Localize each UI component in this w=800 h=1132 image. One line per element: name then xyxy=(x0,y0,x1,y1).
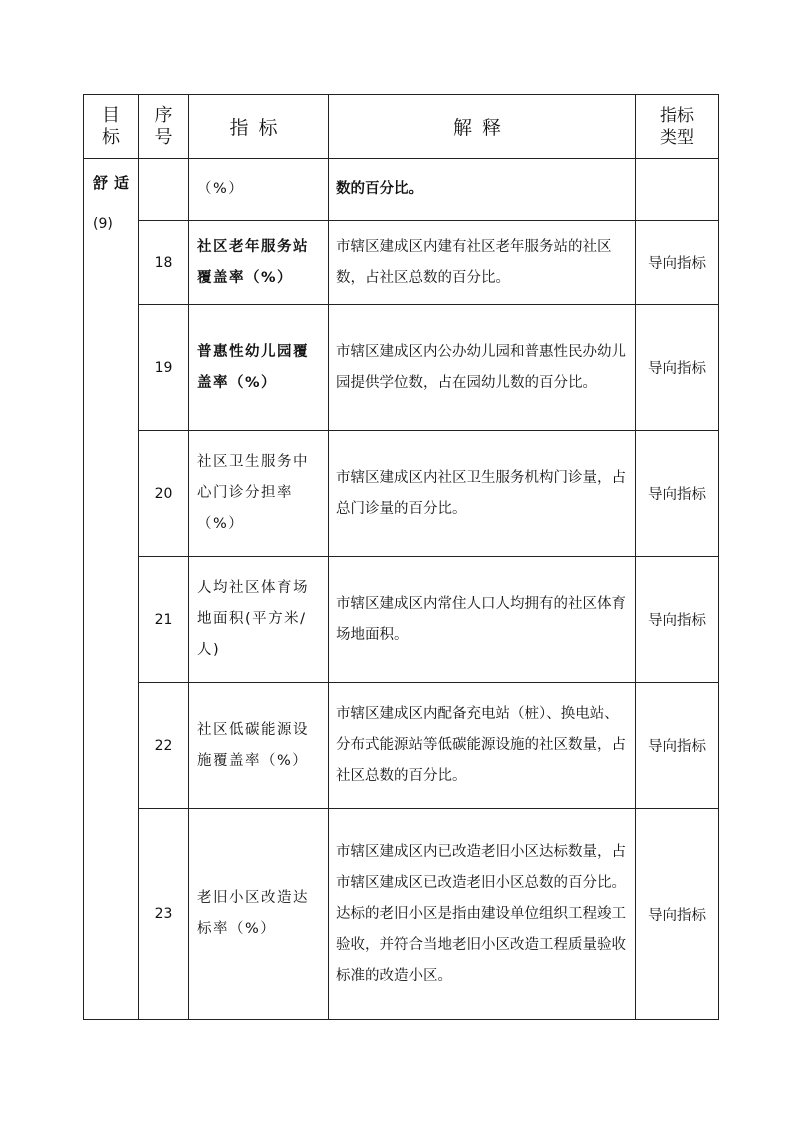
row-indicator: 社区老年服务站覆盖率（%） xyxy=(189,221,329,305)
row-explanation: 市辖区建成区内建有社区老年服务站的社区数，占社区总数的百分比。 xyxy=(329,221,636,305)
table-row xyxy=(84,305,719,431)
table-row xyxy=(84,159,719,221)
row-number: 20 xyxy=(139,431,189,557)
row-number: 18 xyxy=(139,221,189,305)
goal-name: 舒适 xyxy=(93,174,136,192)
row-explanation: 市辖区建成区内配备充电站（桩）、换电站、分布式能源站等低碳能源设施的社区数量，占社区总数的百分比。 xyxy=(329,683,636,809)
row-explanation: 市辖区建成区内社区卫生服务机构门诊量，占总门诊量的百分比。 xyxy=(329,431,636,557)
header-indicator: 指标 xyxy=(189,95,329,159)
row-type: 导向指标 xyxy=(636,431,719,557)
row-indicator: 人均社区体育场地面积(平方米/人) xyxy=(189,557,329,683)
header-goal: 目 标 xyxy=(84,95,139,159)
table-row xyxy=(84,221,719,305)
header-explanation: 解释 xyxy=(329,95,636,159)
table-row xyxy=(84,683,719,809)
row-indicator: 社区卫生服务中心门诊分担率（%） xyxy=(189,431,329,557)
row-number: 21 xyxy=(139,557,189,683)
row-number: 22 xyxy=(139,683,189,809)
row-explanation: 市辖区建成区内公办幼儿园和普惠性民办幼儿园提供学位数，占在园幼儿数的百分比。 xyxy=(329,305,636,431)
row-type: 导向指标 xyxy=(636,557,719,683)
table-header-row xyxy=(84,95,719,159)
header-number: 序 号 xyxy=(139,95,189,159)
indicator-table xyxy=(83,94,719,1020)
row-explanation: 市辖区建成区内常住人口人均拥有的社区体育场地面积。 xyxy=(329,557,636,683)
row-indicator: 老旧小区改造达标率（%） xyxy=(189,809,329,1020)
row-type: 导向指标 xyxy=(636,683,719,809)
goal-cell xyxy=(84,159,139,1020)
row-number xyxy=(139,159,189,221)
goal-count: (9) xyxy=(93,216,113,232)
table-row xyxy=(84,557,719,683)
row-indicator: （%） xyxy=(189,159,329,221)
row-explanation: 市辖区建成区内已改造老旧小区达标数量，占市辖区建成区已改造老旧小区总数的百分比。达标的老旧小区是指由建设单位组织工程竣工验收，并符合当地老旧小区改造工程质量验收标准的改造小区。 xyxy=(329,809,636,1020)
row-type xyxy=(636,159,719,221)
header-type: 指标 类型 xyxy=(636,95,719,159)
row-indicator: 普惠性幼儿园覆盖率（%） xyxy=(189,305,329,431)
table-row xyxy=(84,809,719,1020)
row-number: 19 xyxy=(139,305,189,431)
row-type: 导向指标 xyxy=(636,305,719,431)
row-indicator: 社区低碳能源设施覆盖率（%） xyxy=(189,683,329,809)
table-row xyxy=(84,431,719,557)
row-type: 导向指标 xyxy=(636,221,719,305)
row-type: 导向指标 xyxy=(636,809,719,1020)
row-explanation: 数的百分比。 xyxy=(329,159,636,221)
row-number: 23 xyxy=(139,809,189,1020)
